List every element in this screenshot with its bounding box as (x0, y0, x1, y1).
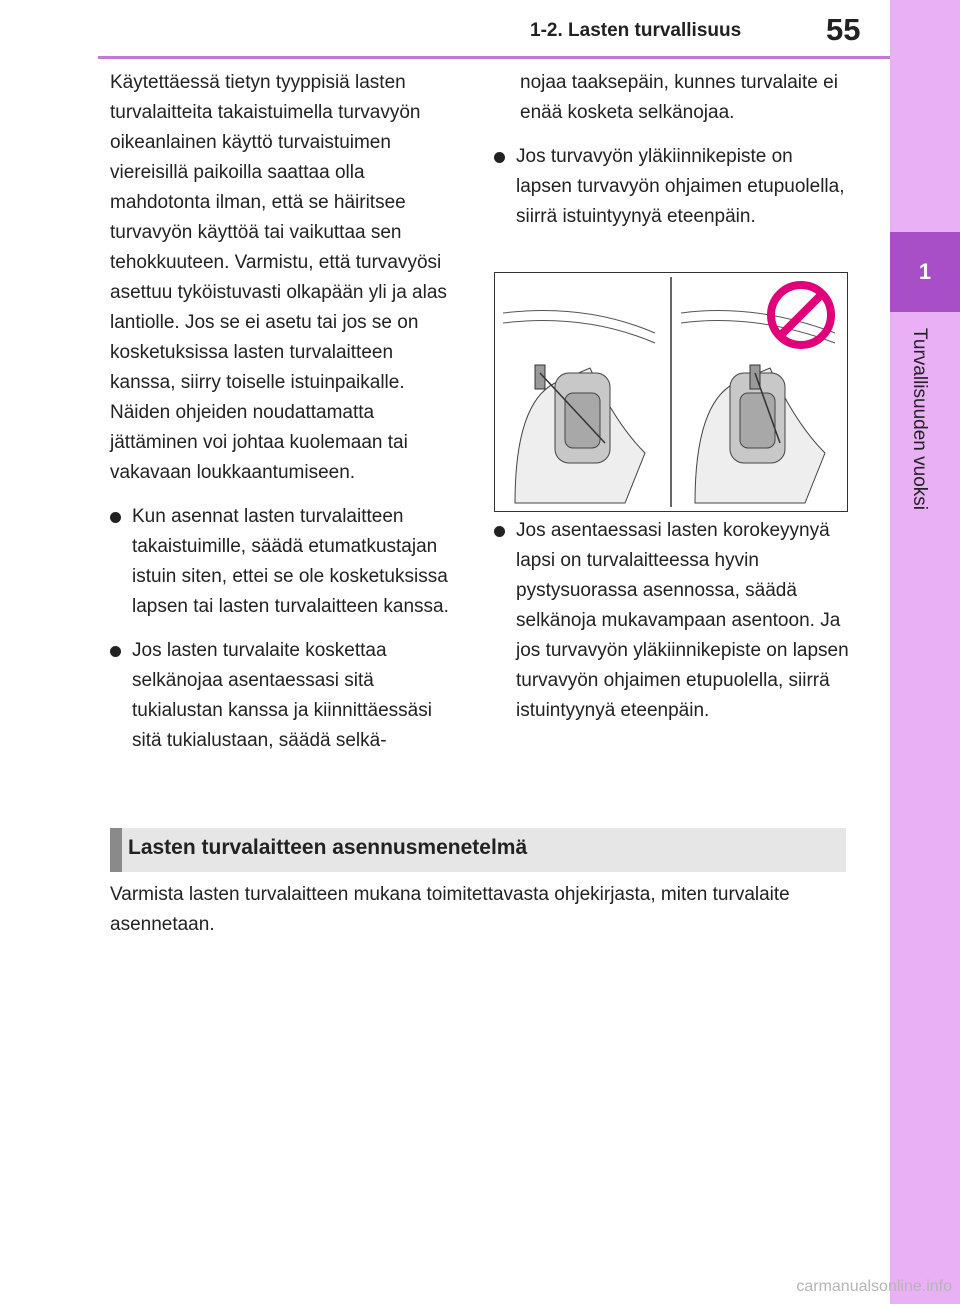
section-text: Varmista lasten turvalaitteen mukana toimitettavasta ohjekirjasta, miten turvalaite asennetaan. (110, 884, 790, 935)
list-item (494, 142, 850, 232)
header-divider (98, 56, 890, 59)
side-tab (890, 0, 960, 1304)
bullet-text: Jos lasten turvalaite koskettaa selkänojaa asentaessasi sitä tukialustan kanssa ja kiinnittäessäsi sitä tukialustaan, säädä selkä- (132, 640, 432, 751)
prohibition-icon (771, 285, 831, 345)
bullet-text: Kun asennat lasten turvalaitteen takaistuimille, säädä etumatkustajan istuin siten, ettei se ole kosketuksissa lapsen tai lasten turvalaitteen kanssa. (132, 506, 449, 617)
page-number: 55 (826, 12, 861, 47)
bullet-icon (494, 526, 505, 537)
header-section-title: 1-2. Lasten turvallisuus (530, 20, 742, 41)
intro-paragraph: Käytettäessä tietyn tyyppisiä lasten turvalaitteita takaistuimella turvavyön oikeanlainen käyttö turvaistuimen viereisillä paikoilla saattaa olla mahdotonta ilman, että se häiritsee turvavyön käyttöä tai vaikuttaa sen tehokkuuteen. Varmistu, että turvavyösi asettuu tyköistuvasti olkapään yli ja alas lantiolle. Jos se ei asetu tai jos se on kosketuksissa lasten turvalaitteen kanssa, siirry toiselle istuinpaikalle. Näiden ohjeiden noudattamatta jättäminen voi johtaa kuolemaan tai vakavaan loukkaantumiseen. (110, 72, 447, 483)
seat-comparison-drawing (495, 273, 847, 511)
right-column-top (516, 68, 850, 246)
bullet-icon (494, 152, 505, 163)
section-accent (110, 828, 122, 872)
child-seat-illustration (494, 272, 848, 512)
bullet-text: Jos asentaessasi lasten korokeyynyä lapsi on turvalaitteessa hyvin pystysuorassa asennossa, säädä selkänoja mukavampaan asentoon. Ja jos turvavyön yläkiinnikepiste on lapsen turvavyön ohjaimen etupuolella, siirrä istuintyynyä eteenpäin. (516, 520, 849, 721)
side-chapter-label: Turvallisuuden vuoksi (909, 328, 930, 510)
list-item (110, 636, 455, 756)
side-chapter-number: 1 (890, 232, 960, 312)
continuation-text: nojaa taaksepäin, kunnes turvalaite ei enää kosketa selkänojaa. (520, 72, 838, 123)
left-column (110, 68, 455, 770)
bullet-icon (110, 646, 121, 657)
list-item (494, 516, 850, 726)
bullet-icon (110, 512, 121, 523)
section-title: Lasten turvalaitteen asennusmenetelmä (128, 836, 528, 859)
right-column-bottom (494, 516, 850, 740)
list-item (110, 502, 455, 622)
footer-watermark: carmanualsonline.info (796, 1278, 952, 1295)
bullet-text: Jos turvavyön yläkiinnikepiste on lapsen turvavyön ohjaimen etupuolella, siirrä istuintyynyä eteenpäin. (516, 146, 845, 227)
